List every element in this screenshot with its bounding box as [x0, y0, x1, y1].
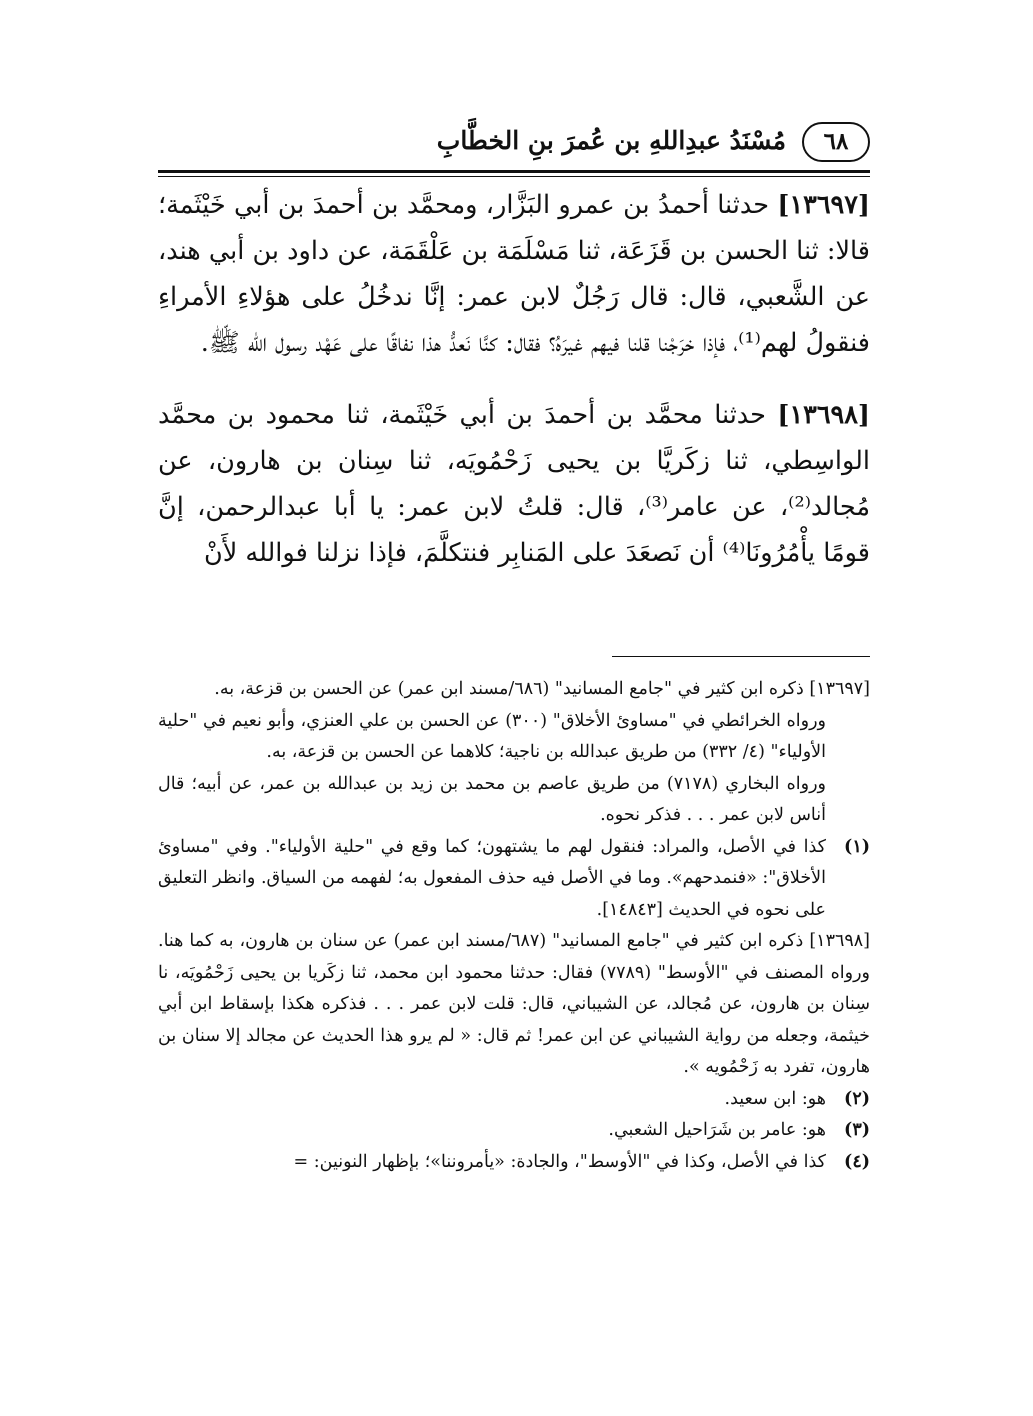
footnote-1 — [158, 832, 870, 927]
running-title: مُسْنَدُ عبدِاللهِ بن عُمرَ بنِ الخطَّابِ — [436, 126, 786, 155]
note-13698: [١٣٦٩٨] ذكره ابن كثير في "جامع المسانيد" (٦٨٧/مسند ابن عمر) عن سنان بن هارون، به كما هنا. ورواه المصنف في "الأوسط" (٧٧٨٩) فقال: حدثنا محمود ابن محمد، ثنا زكَريا بن يحيى زَحْمُويَه، نا سِنان بن هارون، عن مُجالد، عن الشيباني، قال: قلت لابن عمر . . . فذكره هكذا بإسقاط ابن أبي خيثمة، وجعله من رواية الشيباني عن ابن عمر! ثم قال: « لم يرو هذا الحديث عن مجالد إلا سنان بن هارون، تفرد به زَحْمُويه ». — [158, 931, 870, 1077]
footnote-label: (٢) — [844, 1088, 870, 1109]
note-13697-bukhari: ورواه البخاري (٧١٧٨) من طريق عاصم بن محمد بن زيد بن عبدالله بن عمر، عن أبيه؛ قال أناس لابن عمر . . . فذكر نحوه. — [158, 773, 826, 825]
hadith-13698 — [158, 392, 870, 576]
hadith-text: حدثنا محمَّد بن أحمدَ بن أبي خَيْثَمة، ثنا محمود بن محمَّد الواسِطي، ثنا زكَريَّا بن يحيى زَحْمُويَه، ثنا سِنان بن هارون، عن مُجالد⁽²⁾، عن عامر⁽³⁾، قال: قلتُ لابن عمر: يا أبا عبدالرحمن، إنَّ قومًا يأْمُرُونَا⁽⁴⁾ أن نَصعَدَ على المَنابِر فنتكلَّمَ، فإذا نزلنا فوالله لأَنْ — [158, 400, 870, 568]
page-header — [158, 108, 870, 166]
book-page — [158, 108, 870, 1172]
footnote-separator — [612, 656, 870, 657]
footnote-text: هو: ابن سعيد. — [724, 1088, 826, 1109]
footnote-label: (٤) — [844, 1151, 870, 1172]
footnote-label: (٣) — [844, 1120, 870, 1140]
hadith-text: حدثنا أحمدُ بن عمرو البَزَّار، ومحمَّد بن أحمدَ بن أبي خَيْثَمة؛ قالا: ثنا الحسن بن قَزَعَة، ثنا مَسْلَمَة بن عَلْقَمَة، عن داود بن أبي هند، عن الشَّعبي، قال: قال رَجُلٌ لابن عمر: إنَّا ندخُلُ على هؤلاءِ الأمراءِ فنقولُ لهم⁽¹⁾، فإذا خرَجْنا قلنا فيهم غيرَهُ؟ فقال: كنَّا نَعدُّ هذا نفاقًا على عَهْد رسول الله ﷺ. — [158, 190, 870, 358]
note-13697-intro: [١٣٦٩٧] ذكره ابن كثير في "جامع المسانيد" (٦٨٦/مسند ابن عمر) عن الحسن بن قزعة، به. — [214, 679, 870, 699]
hadith-number: [١٣٦٩٨] — [777, 400, 870, 430]
footnote-text: هو: عامر بن شَرَاحيل الشعبي. — [608, 1120, 826, 1140]
page-number-badge: ٦٨ — [802, 122, 870, 162]
main-text — [158, 182, 870, 602]
footnote-2 — [158, 1084, 870, 1116]
footnote-4 — [158, 1147, 870, 1179]
footnotes — [158, 674, 870, 1178]
note-13697-kharaiti: ورواه الخرائطي في "مساوئ الأخلاق" (٣٠٠) عن الحسن بن علي العنزي، وأبو نعيم في "حلية الأولياء" (٤/ ٣٣٢) من طريق عبدالله بن ناجية؛ كلاهما عن الحسن بن قزعة، به. — [158, 710, 826, 762]
hadith-number: [١٣٦٩٧] — [777, 190, 870, 220]
footnote-text: كذا في الأصل، والمراد: فنقول لهم ما يشتهون؛ كما وقع في "حلية الأولياء". وفي "مساوئ الأخلاق": «فنمدحهم». وما في الأصل فيه حذف المفعول به؛ لفهمه من السياق. وانظر التعليق على نحوه في الحديث [١٤٨٤٣]. — [158, 836, 826, 920]
footnote-3 — [158, 1115, 870, 1147]
footnote-text: كذا في الأصل، وكذا في "الأوسط"، والجادة: «يأمروننا»؛ بإظهار النونين: = — [293, 1151, 826, 1172]
header-rule-thin — [158, 176, 870, 177]
hadith-13697 — [158, 182, 870, 366]
header-rule-thick — [158, 170, 870, 173]
footnote-label: (١) — [844, 836, 870, 857]
